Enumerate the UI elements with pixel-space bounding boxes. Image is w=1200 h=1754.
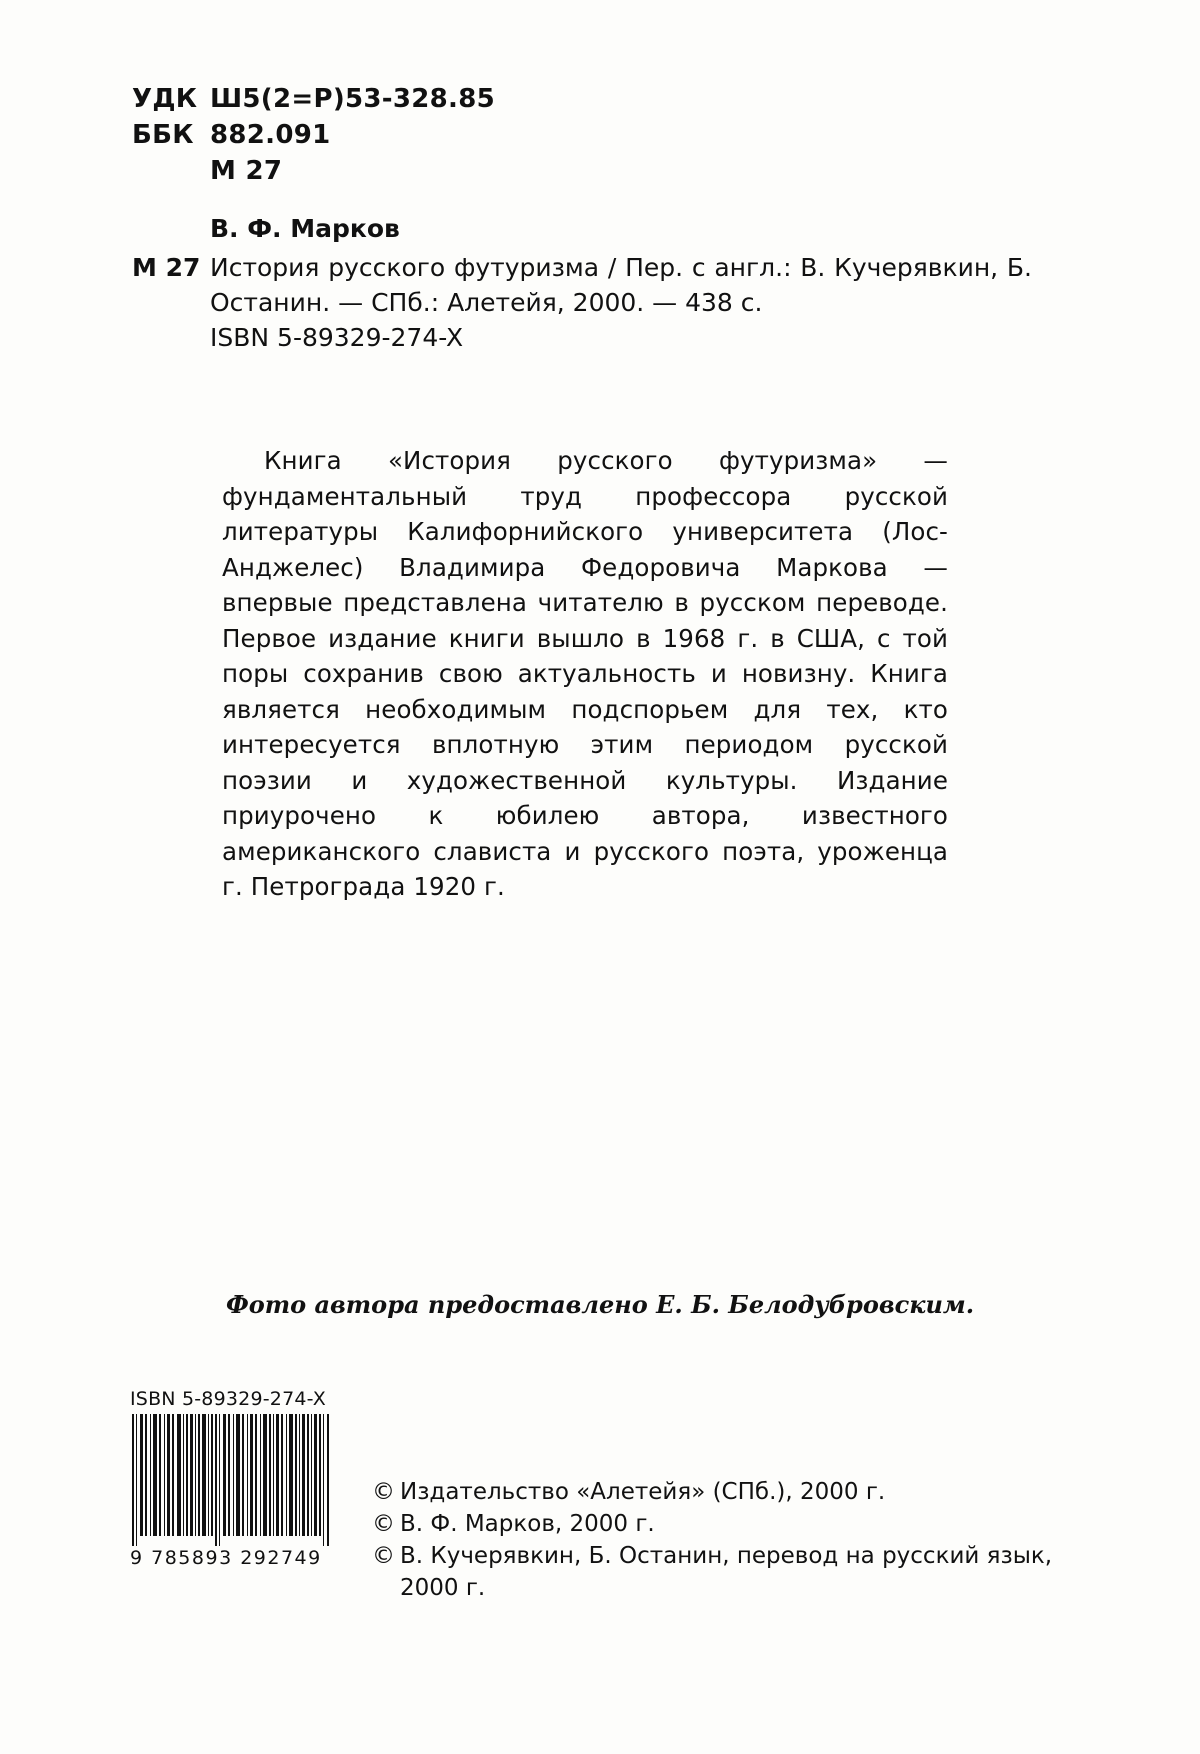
barcode-isbn-label: ISBN 5-89329-274-X bbox=[130, 1388, 326, 1410]
udk-row bbox=[132, 82, 832, 116]
bbk-label: ББК bbox=[132, 120, 194, 150]
udk-value: Ш5(2=Р)53-328.85 bbox=[210, 84, 496, 114]
photo-credit: Фото автора предоставлено Е. Б. Белодубровским. bbox=[225, 1290, 975, 1319]
copyright-block bbox=[372, 1476, 1092, 1604]
bbk-value: 882.091 bbox=[210, 120, 331, 150]
annotation-text: Книга «История русского футуризма» — фундаментальный труд профессора русской литературы Калифорнийского университета (Лос-Анджелес) Владимира Федоровича Маркова — впервые представлена читателю в русском переводе. Первое издание книги вышло в 1968 г. в США, с той поры сохранив свою актуальность и новизну. Книга является необходимым подспорьем для тех, кто интересуется вплотную этим периодом русской поэзии и художественной культуры. Издание приурочено к юбилею автора, известного американского слависта и русского поэта, уроженца г. Петрограда 1920 г. bbox=[222, 446, 948, 901]
copyright-line bbox=[372, 1540, 1092, 1572]
classification-block bbox=[132, 82, 832, 190]
biblio-isbn: ISBN 5-89329-274-X bbox=[210, 323, 464, 352]
copyright-text: В. Ф. Марков, 2000 г. bbox=[400, 1511, 655, 1537]
copyright-text: Издательство «Алетейя» (СПб.), 2000 г. bbox=[400, 1479, 886, 1505]
copyright-line bbox=[372, 1476, 1092, 1508]
barcode-block bbox=[130, 1388, 360, 1569]
barcode-image bbox=[130, 1414, 346, 1546]
copyright-text: В. Кучерявкин, Б. Останин, перевод на русский язык, bbox=[400, 1543, 1053, 1569]
bottom-block bbox=[0, 1388, 1200, 1638]
bibliographic-record bbox=[132, 212, 1032, 355]
bbk-row bbox=[132, 118, 832, 152]
shelf-code-value: М 27 bbox=[210, 156, 283, 186]
barcode-digits: 9 785893 292749 bbox=[130, 1547, 322, 1569]
copyright-symbol: © bbox=[372, 1511, 395, 1537]
biblio-code: М 27 bbox=[132, 253, 201, 282]
biblio-description: История русского футуризма / Пер. с англ.: В. Кучерявкин, Б. Останин. — СПб.: Алетейя, 2000. — 438 с. bbox=[210, 253, 1032, 317]
copyright-symbol: © bbox=[372, 1543, 395, 1569]
udk-label: УДК bbox=[132, 84, 198, 114]
copyright-line bbox=[372, 1508, 1092, 1540]
biblio-body bbox=[132, 250, 1032, 320]
copyright-symbol: © bbox=[372, 1479, 395, 1505]
biblio-author: В. Ф. Марков bbox=[210, 214, 400, 243]
shelf-code-row bbox=[132, 154, 832, 188]
copyright-continuation: 2000 г. bbox=[400, 1575, 486, 1601]
